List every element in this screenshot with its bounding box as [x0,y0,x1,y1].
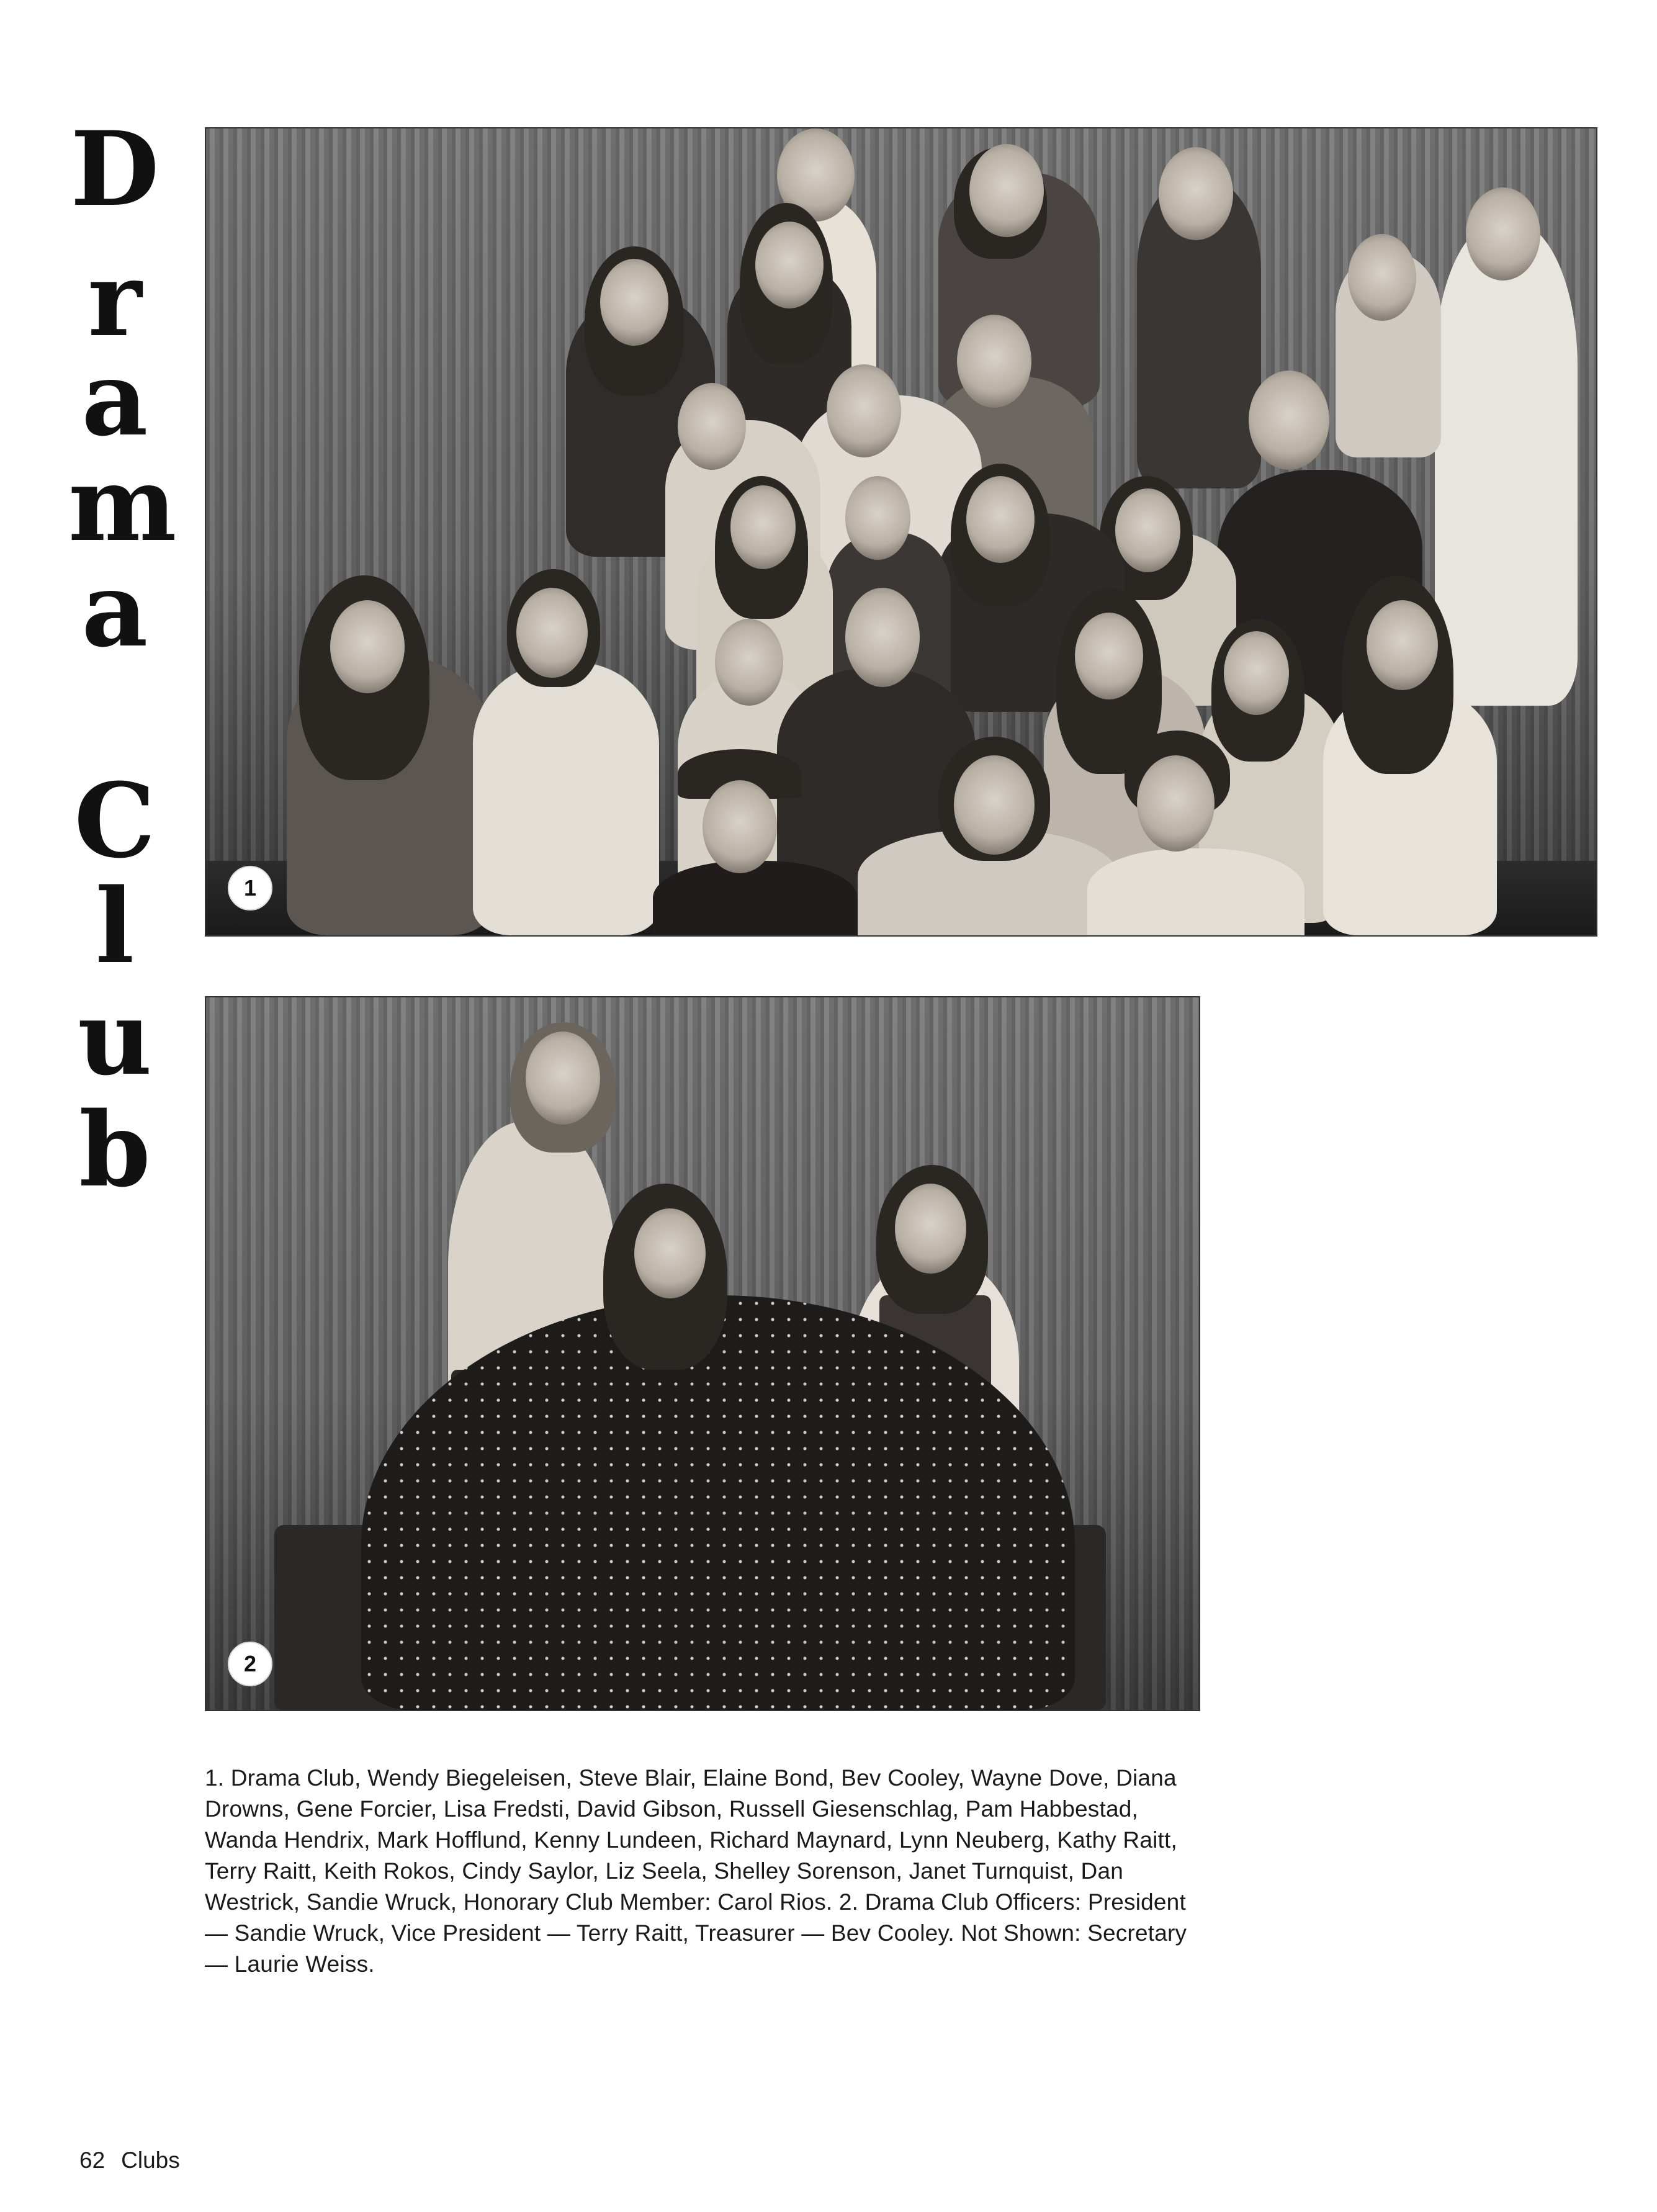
person-head [845,588,920,687]
group-photo [205,127,1597,937]
person-head [715,619,783,706]
title-letter: r [88,239,142,359]
person-head [1159,147,1233,240]
officers-photo [205,996,1200,1711]
person-head [1367,600,1438,690]
person-head [1348,234,1416,321]
person-figure [473,662,659,935]
person-head [678,383,746,470]
page-folio [79,2147,180,2174]
person-head [827,364,901,457]
person-head [895,1184,966,1274]
title-letter: b [79,1089,151,1210]
person-figure [1435,222,1578,706]
person-head [526,1032,600,1125]
person-head [1466,187,1540,281]
person-head [730,485,796,569]
person-head [600,259,668,346]
person-head [330,600,405,693]
person-head [957,315,1031,408]
photo-caption: 1. Drama Club, Wendy Biegeleisen, Steve Blair, Elaine Bond, Bev Cooley, Wayne Dove, Diana Drowns, Gene Forcier, Lisa Fredsti, David Gibson, Russell Giesenschlag, Pam Habbestad, Wanda Hendrix, Mark Hofflund, Kenny Lundeen, Richard Maynard, Lynn Neuberg, Kathy Raitt, Terry Raitt, Keith Rokos, Cindy Saylor, Liz Seela, Shelley Sorenson, Janet Turnquist, Dan Westrick, Sandie Wruck, Honorary Club Member: Carol Rios. 2. Drama Club Officers: President — Sandie Wruck, Vice President — Terry Raitt, Treasurer — Bev Cooley. Not Shown: Secretary — Laurie Weiss. [205,1765,1187,1977]
person-head [966,476,1035,563]
photo-number-badge: 1 [228,866,272,910]
title-letter: D [70,109,159,229]
title-letter: l [95,866,135,986]
title-letter: a [81,338,148,459]
person-head [703,780,777,873]
person-head [845,476,910,560]
person-head [969,144,1044,237]
person-head [634,1208,706,1298]
title-letter: a [81,549,148,670]
person-figure [1087,848,1304,937]
person-head [1137,755,1215,852]
person-head [1075,613,1143,699]
section-name: Clubs [121,2147,180,2173]
title-letter: m [68,444,177,564]
page-number: 62 [79,2147,106,2173]
person-head [516,588,588,678]
person-head [755,222,824,308]
person-head [1115,488,1180,572]
title-letter: C [74,760,156,881]
person-figure [653,861,858,937]
title-letter: u [78,978,152,1098]
person-head [1224,631,1289,715]
photo-number-badge: 2 [228,1642,272,1686]
person-head [1249,371,1329,470]
person-head [954,755,1035,855]
